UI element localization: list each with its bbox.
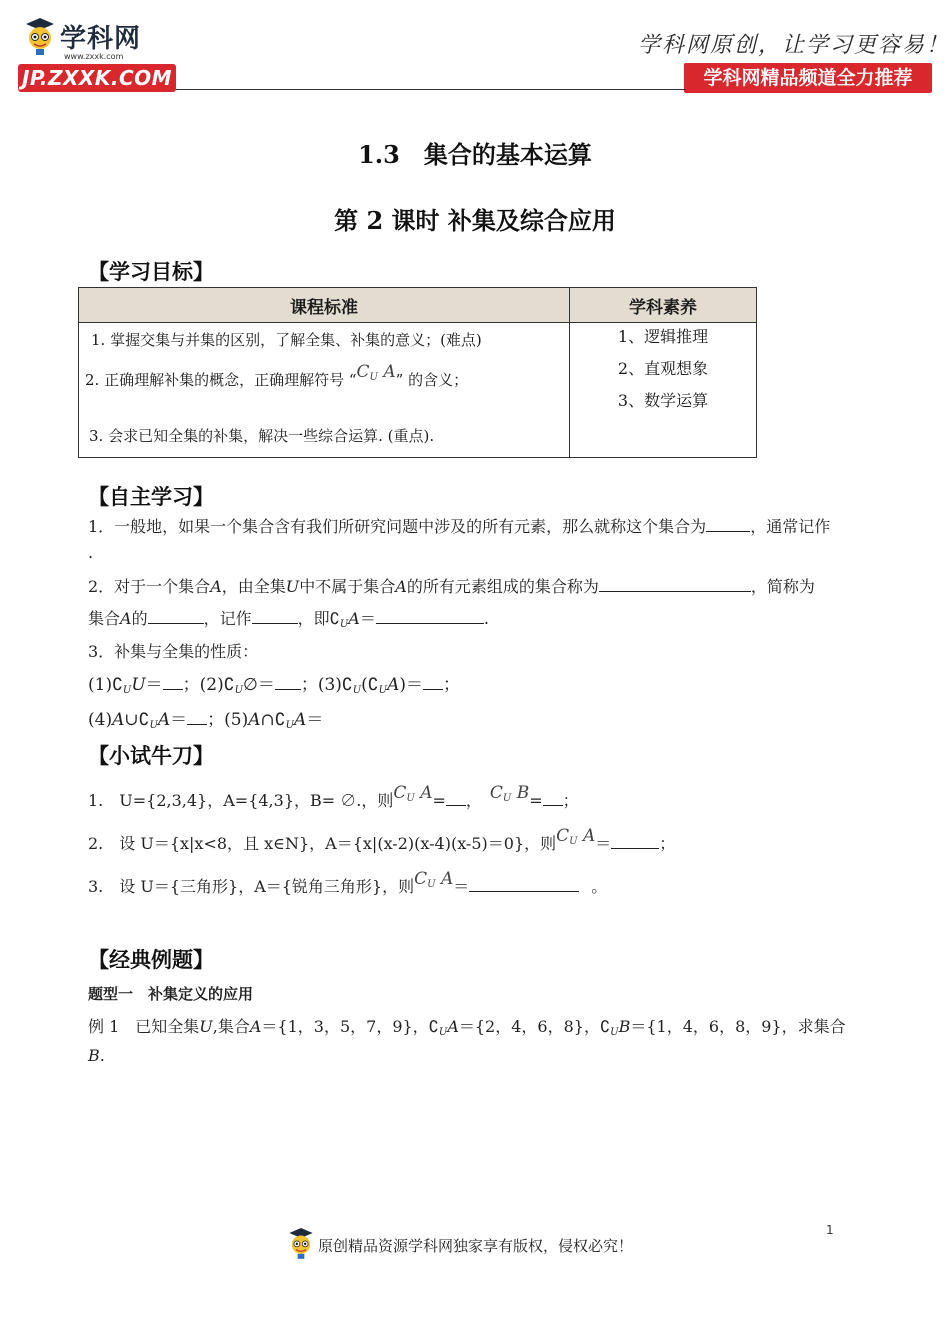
answer-blank[interactable] bbox=[599, 577, 751, 592]
mascot-logo-icon bbox=[22, 16, 58, 56]
standard-item bbox=[85, 362, 469, 390]
header-divider bbox=[176, 89, 686, 90]
practice-2: 2. 设 U＝{x|x<8，且 x∈N}，A＝{x|(x-2)(x-4)(x-5)＝0}，则CU A＝ ； bbox=[88, 826, 676, 853]
complement-symbol: CU A bbox=[356, 362, 396, 383]
example-1: 例 1 已知全集U,集合A＝{1，3，5，7，9}，$∁_UA=\{2$，4，6，8}，$∁_UB=\{1$，4，6，8，9}，求集合 bbox=[88, 1017, 846, 1038]
answer-blank[interactable] bbox=[376, 609, 484, 624]
properties-line-2: $(4)A\cup∁_UA=$ ；$(5)A\cap∁_UA=$ bbox=[88, 710, 324, 731]
question-3: 3．补集与全集的性质： bbox=[88, 642, 259, 661]
properties-line-1: $(1)∁_UU=$ ；$(2)∁_U\emptyset=$ ；$(3)∁_U(∁_UA)=$ ； bbox=[88, 675, 460, 696]
standard-item: 3. 会求已知全集的补集，解决一些综合运算. (重点). bbox=[89, 427, 435, 445]
question-2-continued: 集合A的 ，记作 ，即$∁_UA=$ . bbox=[88, 609, 489, 630]
complement-symbol: CU A bbox=[414, 869, 454, 890]
standards-cell bbox=[79, 323, 570, 458]
site-logo-banner[interactable]: JP.ZXXK.COM bbox=[18, 64, 176, 92]
practice-3: 3. 设 U＝{三角形}，A＝{锐角三角形}，则CU A＝ 。 bbox=[88, 869, 608, 896]
competency-item: 3、数学运算 bbox=[617, 391, 709, 410]
answer-blank[interactable] bbox=[252, 609, 298, 624]
answer-blank[interactable] bbox=[148, 609, 204, 624]
col-standard-header: 课程标准 bbox=[79, 288, 570, 323]
examples-heading: 【经典例题】 bbox=[88, 948, 214, 972]
standard-item-text: 2. 正确理解补集的概念，正确理解符号 “ bbox=[85, 371, 357, 389]
page-subtitle: 第 2 课时 补集及综合应用 bbox=[334, 206, 616, 235]
goals-table bbox=[78, 287, 757, 458]
answer-blank[interactable] bbox=[706, 517, 750, 532]
brand-name: 学科网 bbox=[60, 24, 142, 54]
answer-blank[interactable] bbox=[163, 675, 183, 690]
channel-banner[interactable]: 学科网精品频道全力推荐 bbox=[684, 63, 932, 93]
practice-1: 1. U={2,3,4}，A={4,3}，B= ∅.，则CU A= ， CU B= ； bbox=[88, 783, 579, 810]
page-number: 1 bbox=[826, 1223, 834, 1237]
answer-blank[interactable] bbox=[446, 791, 466, 806]
slogan: 学科网原创，让学习更容易！ bbox=[638, 33, 950, 58]
standard-item: 1. 掌握交集与并集的区别，了解全集、补集的意义；(难点) bbox=[91, 331, 482, 349]
question-type-1: 题型一 补集定义的应用 bbox=[88, 985, 254, 1003]
brand-url: www.zxxk.com bbox=[64, 52, 124, 61]
complement-symbol: CU A bbox=[393, 783, 433, 804]
answer-blank[interactable] bbox=[187, 710, 207, 725]
copyright-notice: 原创精品资源学科网独家享有版权，侵权必究！ bbox=[318, 1237, 634, 1255]
goals-heading: 【学习目标】 bbox=[88, 260, 214, 284]
col-competency-header: 学科素养 bbox=[570, 288, 757, 323]
question-2: 2．对于一个集合A，由全集U中不属于集合A的所有元素组成的集合称为 ，简称为 bbox=[88, 577, 815, 596]
competencies-cell bbox=[570, 323, 757, 458]
complement-symbol: CU A bbox=[556, 826, 596, 847]
competency-item: 1、逻辑推理 bbox=[617, 327, 709, 346]
standard-item-text: ” 的含义； bbox=[395, 371, 469, 389]
page-title: 1.3 集合的基本运算 bbox=[358, 140, 592, 169]
complement-symbol: CU B bbox=[489, 783, 530, 804]
self-study-heading: 【自主学习】 bbox=[88, 485, 214, 509]
answer-blank[interactable] bbox=[469, 877, 579, 892]
answer-blank[interactable] bbox=[275, 675, 301, 690]
competency-item: 2、直观想象 bbox=[617, 359, 709, 378]
answer-blank[interactable] bbox=[423, 675, 443, 690]
example-1-continued: B. bbox=[88, 1046, 105, 1065]
mascot-footer-icon bbox=[286, 1226, 316, 1260]
question-1-continued: . bbox=[88, 543, 94, 562]
practice-heading: 【小试牛刀】 bbox=[88, 744, 214, 768]
question-1: 1．一般地，如果一个集合含有我们所研究问题中涉及的所有元素，那么就称这个集合为 ，通常记作 bbox=[88, 517, 831, 536]
answer-blank[interactable] bbox=[543, 791, 563, 806]
answer-blank[interactable] bbox=[611, 834, 659, 849]
